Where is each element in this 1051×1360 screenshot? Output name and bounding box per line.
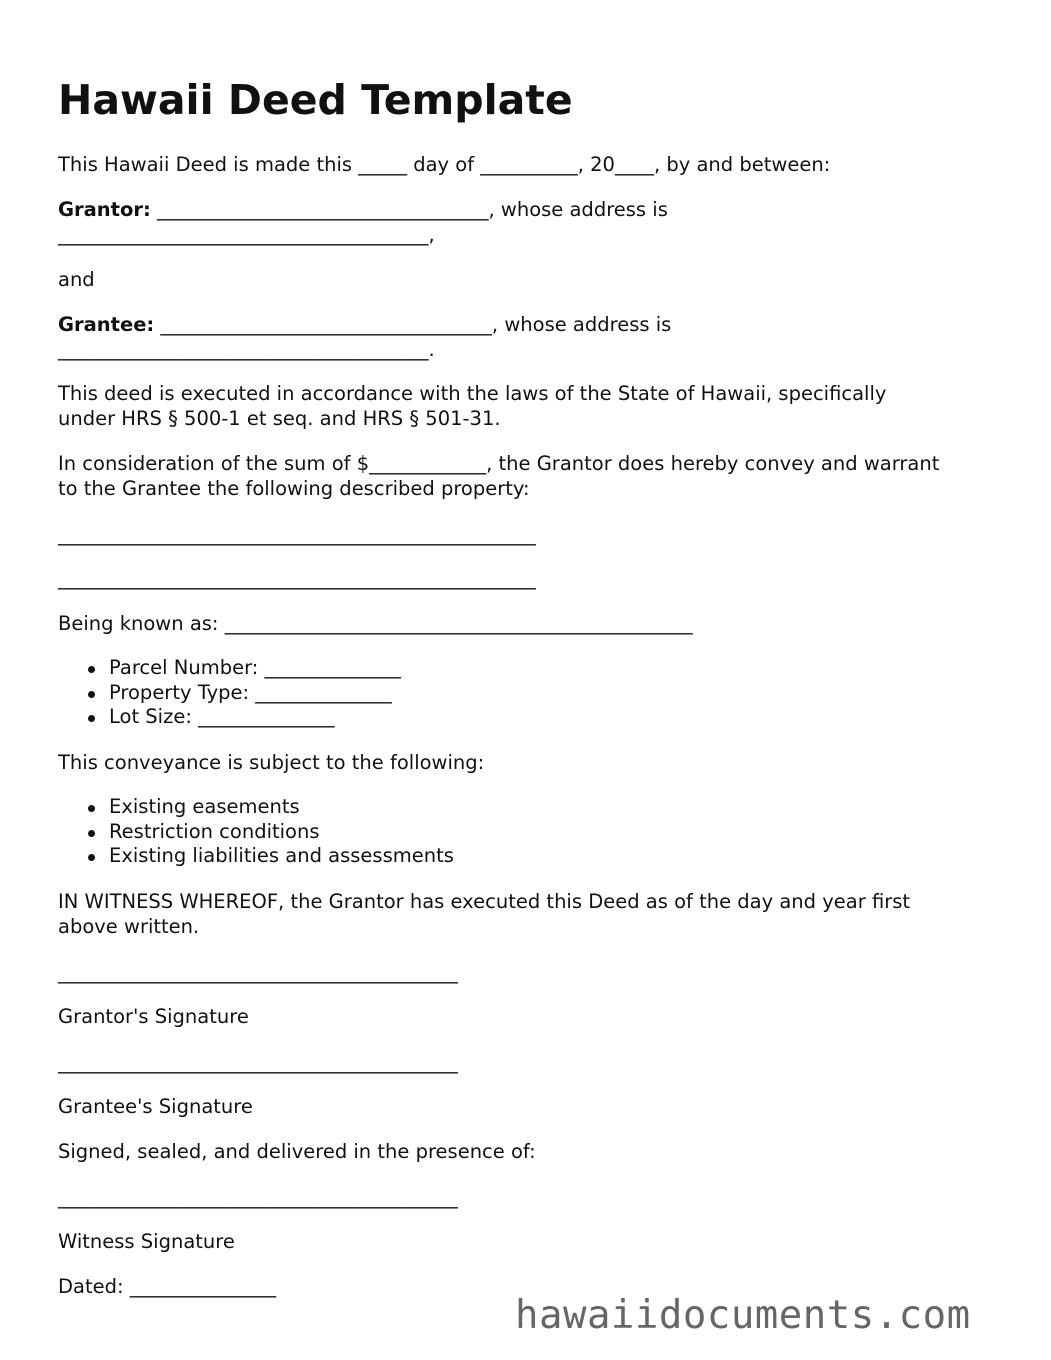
- list-item-liabilities: Existing liabilities and assessments: [58, 844, 454, 869]
- consideration-line2: to the Grantee the following described property:: [58, 477, 530, 500]
- and-text: and: [58, 268, 95, 291]
- grantor-name-blank: __________________________________, whose address is: [150, 198, 668, 221]
- list-item-property-type: Property Type: ______________: [58, 681, 401, 706]
- property-details-list: [58, 656, 401, 730]
- grantor-label: Grantor:: [58, 198, 151, 221]
- known-as-line: Being known as: ________________________________________________: [58, 612, 693, 635]
- grantor-address-blank: ______________________________________,: [58, 223, 435, 246]
- consideration-line1: In consideration of the sum of $____________, the Grantor does hereby convey and warrant: [58, 452, 940, 475]
- witness-signature-blank: _________________________________________: [58, 1186, 458, 1209]
- list-item-parcel-number: Parcel Number: ______________: [58, 656, 401, 681]
- grantee-label: Grantee:: [58, 313, 155, 336]
- watermark: hawaiidocuments.com: [515, 1293, 971, 1338]
- list-item-easements: Existing easements: [58, 795, 454, 820]
- grantee-name-blank: __________________________________, whose address is: [154, 313, 672, 336]
- laws-text-line2: under HRS § 500-1 et seq. and HRS § 501-31.: [58, 407, 501, 430]
- list-item-lot-size: Lot Size: ______________: [58, 705, 401, 730]
- intro-text: This Hawaii Deed is made this _____ day of __________, 20____, by and between:: [58, 153, 831, 176]
- property-description-blank: _________________________________________________: [58, 567, 536, 590]
- witness-whereof-line2: above written.: [58, 915, 200, 938]
- laws-text-line1: This deed is executed in accordance with the laws of the State of Hawaii, specifically: [58, 382, 887, 405]
- grantee-signature-blank: _________________________________________: [58, 1051, 458, 1074]
- grantor-signature-blank: _________________________________________: [58, 961, 458, 984]
- subject-to-list: [58, 795, 454, 869]
- grantee-signature-label: Grantee's Signature: [58, 1095, 253, 1118]
- page-title: Hawaii Deed Template: [58, 76, 573, 124]
- witness-whereof-line1: IN WITNESS WHEREOF, the Grantor has executed this Deed as of the day and year first: [58, 890, 911, 913]
- subject-to-heading: This conveyance is subject to the following:: [58, 751, 485, 774]
- grantor-signature-label: Grantor's Signature: [58, 1005, 249, 1028]
- witness-signature-label: Witness Signature: [58, 1230, 235, 1253]
- dated-line: Dated: _______________: [58, 1275, 277, 1298]
- grantor-line: [58, 197, 668, 222]
- list-item-restrictions: Restriction conditions: [58, 820, 454, 845]
- presence-text: Signed, sealed, and delivered in the presence of:: [58, 1140, 536, 1163]
- grantee-line: [58, 312, 671, 337]
- grantee-address-blank: ______________________________________.: [58, 338, 435, 361]
- property-description-blank: _________________________________________________: [58, 523, 536, 546]
